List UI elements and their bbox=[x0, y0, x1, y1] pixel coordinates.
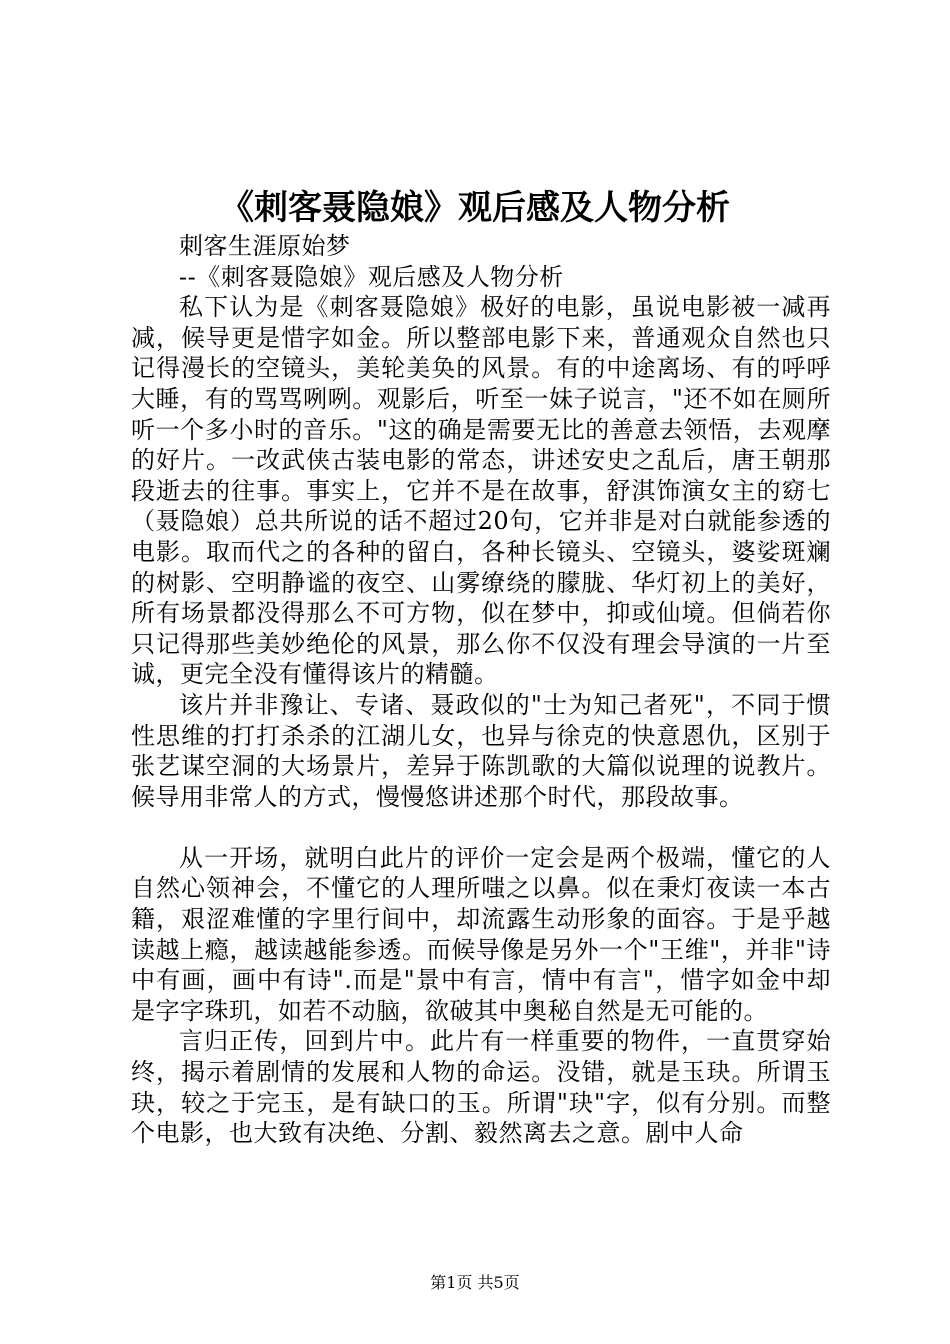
paragraph-gap bbox=[131, 812, 831, 843]
paragraph-1: 私下认为是《刺客聂隐娘》极好的电影，虽说电影被一减再减，候导更是惜字如金。所以整部电影下来，普通观众自然也只记得漫长的空镜头，美轮美奂的风景。有的中途离场、有的呼呼大睡，有的骂骂咧咧。观影后，听至一妹子说言，"还不如在厕所听一个多小时的音乐。"这的确是需要无比的善意去领悟，去观摩的好片。一改武侠古装电影的常态，讲述安史之乱后，唐王朝那段逝去的往事。事实上，它并不是在故事，舒淇饰演女主的窈七（聂隐娘）总共所说的话不超过20句，它并非是对白就能参透的电影。取而代之的各种的留白，各种长镜头、空镜头，婆娑斑斓的树影、空明静谧的夜空、山雾缭绕的朦胧、华灯初上的美好，所有场景都没得那么不可方物，似在梦中，抑或仙境。但倘若你只记得那些美妙绝伦的风景，那么你不仅没有理会导演的一片至诚，更完全没有懂得该片的精髓。 bbox=[131, 293, 831, 689]
document-title: 《刺客聂隐娘》观后感及人物分析 bbox=[220, 188, 730, 228]
page-number-footer: 第1页 共5页 bbox=[430, 1273, 520, 1292]
subtitle-line-2: --《刺客聂隐娘》观后感及人物分析 bbox=[179, 262, 564, 291]
subtitle-line-1: 刺客生涯原始梦 bbox=[179, 232, 351, 260]
paragraph-4: 言归正传，回到片中。此片有一样重要的物件，一直贯穿始终，揭示着剧情的发展和人物的命运。没错，就是玉玦。所谓玉玦，较之于完玉，是有缺口的玉。所谓"玦"字，似有分别。而整个电影，也大致有决绝、分割、毅然离去之意。剧中人命 bbox=[131, 1027, 831, 1148]
paragraph-2: 该片并非豫让、专诸、聂政似的"士为知己者死"，不同于惯性思维的打打杀杀的江湖儿女，也异与徐克的快意恩仇，区别于张艺谋空洞的大场景片，差异于陈凯歌的大篇似说理的说教片。候导用非常人的方式，慢慢悠讲述那个时代，那段故事。 bbox=[131, 690, 831, 811]
paragraph-3: 从一开场，就明白此片的评价一定会是两个极端，懂它的人自然心领神会，不懂它的人理所嗤之以鼻。似在秉灯夜读一本古籍，艰涩难懂的字里行间中，却流露生动形象的面容。于是乎越读越上瘾，越读越能参透。而候导像是另外一个"王维"，并非"诗中有画，画中有诗".而是"景中有言，情中有言"，惜字如金中却是字字珠玑，如若不动脑，欲破其中奥秘自然是无可能的。 bbox=[131, 843, 831, 1025]
document-body bbox=[131, 231, 831, 1149]
